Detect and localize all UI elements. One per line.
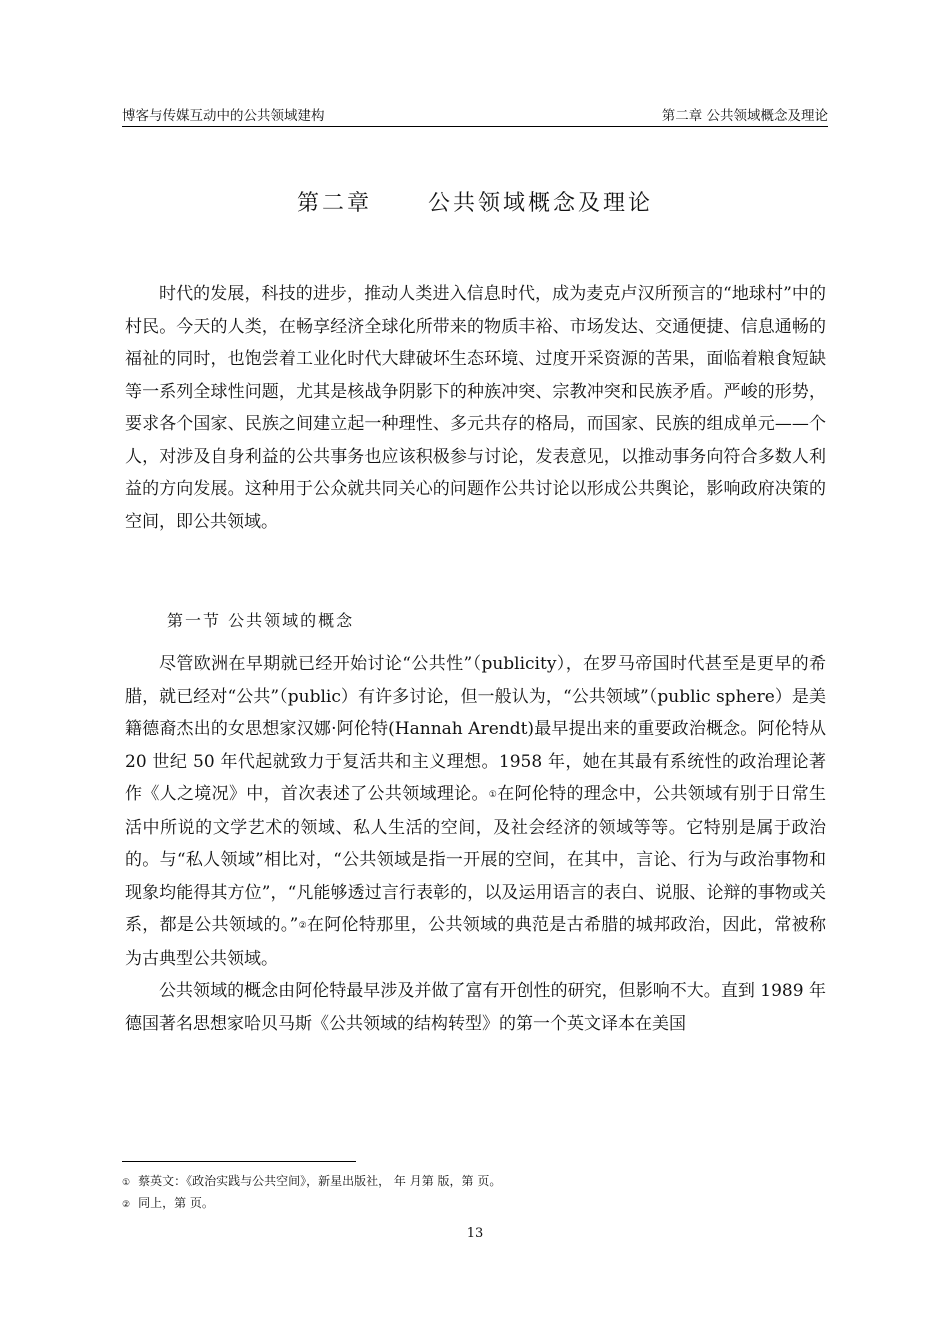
paragraph-intro: 时代的发展，科技的进步，推动人类进入信息时代，成为麦克卢汉所预言的“地球村”中的村民。今天的人类，在畅享经济全球化所带来的物质丰裕、市场发达、交通便捷、信息通畅的福祉的同时，也饱尝着工业化时代大肆破坏生态环境、过度开采资源的苦果，面临着粮食短缺等一系列全球性问题，尤其是核战争阴影下的种族冲突、宗教冲突和民族矛盾。严峻的形势，要求各个国家、民族之间建立起一种理性、多元共存的格局，而国家、民族的组成单元——个人，对涉及自身利益的公共事务也应该积极参与讨论，发表意见，以推动事务向符合多数人利益的方向发展。这种用于公众就共同关心的问题作公共讨论以形成公共舆论，影响政府决策的空间，即公共领域。 — [125, 284, 826, 532]
footnote-divider — [122, 1161, 356, 1162]
chapter-number: 第二章 — [296, 191, 372, 216]
footnote-ref-1[interactable]: ① — [488, 790, 498, 800]
header-book-title: 博客与传媒互动中的公共领域建构 — [122, 108, 325, 124]
footnote-2-text: 同上，第 页。 — [138, 1196, 214, 1210]
paragraph-arendt-part-a: 尽管欧洲在早期就已经开始讨论“公共性”（publicity），在罗马帝国时代甚至是更早的希腊，就已经对“公共”（public）有许多讨论，但一般认为，“公共领域”（public sphere）是美籍德裔杰出的女思想家汉娜·阿伦特(Hannah Arendt)最早提出来的重要政治概念。阿伦特从 20 世纪 50 年代起就致力于复活共和主义理想。1958 年，她在其最有系统性的政治理论著作《人之境况》中，首次表述了公共领域理论。 — [125, 654, 826, 804]
body-text-intro — [125, 278, 826, 538]
page-number: 13 — [466, 1226, 484, 1241]
footnote-1-mark: ① — [122, 1178, 131, 1188]
footnote-1 — [122, 1171, 501, 1193]
running-header — [122, 106, 828, 127]
body-text-section — [125, 648, 826, 1040]
paragraph-arendt — [125, 648, 826, 975]
paragraph-arendt-part-b: 在阿伦特的理念中，公共领域有别于日常生活中所说的文学艺术的领域、私人生活的空间，及社会经济的领域等等。它特别是属于政治的。与“私人领域”相比对，“公共领域是指一开展的空间，在其中，言论、行为与政治事物和现象均能得其方位”，“凡能够透过言行表彰的，以及运用语言的表白、说服、论辩的事物或关系，都是公共领域的。” — [125, 784, 827, 935]
footnote-2 — [122, 1193, 501, 1215]
chapter-name: 公共领域概念及理论 — [428, 191, 654, 216]
footnotes — [122, 1171, 501, 1215]
chapter-title — [0, 186, 950, 217]
paragraph-habermas: 公共领域的概念由阿伦特最早涉及并做了富有开创性的研究，但影响不大。直到 1989 年德国著名思想家哈贝马斯《公共领域的结构转型》的第一个英文译本在美国 — [125, 981, 826, 1034]
footnote-1-text: 蔡英文：《政治实践与公共空间》，新星出版社， 年 月第 版，第 页。 — [138, 1174, 502, 1188]
section-heading: 第一节 公共领域的概念 — [167, 611, 355, 630]
footnote-2-mark: ② — [122, 1200, 131, 1210]
paragraph-arendt-part-c: 在阿伦特那里，公共领域的典范是古希腊的城邦政治，因此，常被称为古典型公共领域。 — [125, 915, 826, 969]
footnote-ref-2[interactable]: ② — [298, 921, 307, 931]
header-chapter-title: 第二章 公共领域概念及理论 — [661, 108, 828, 124]
